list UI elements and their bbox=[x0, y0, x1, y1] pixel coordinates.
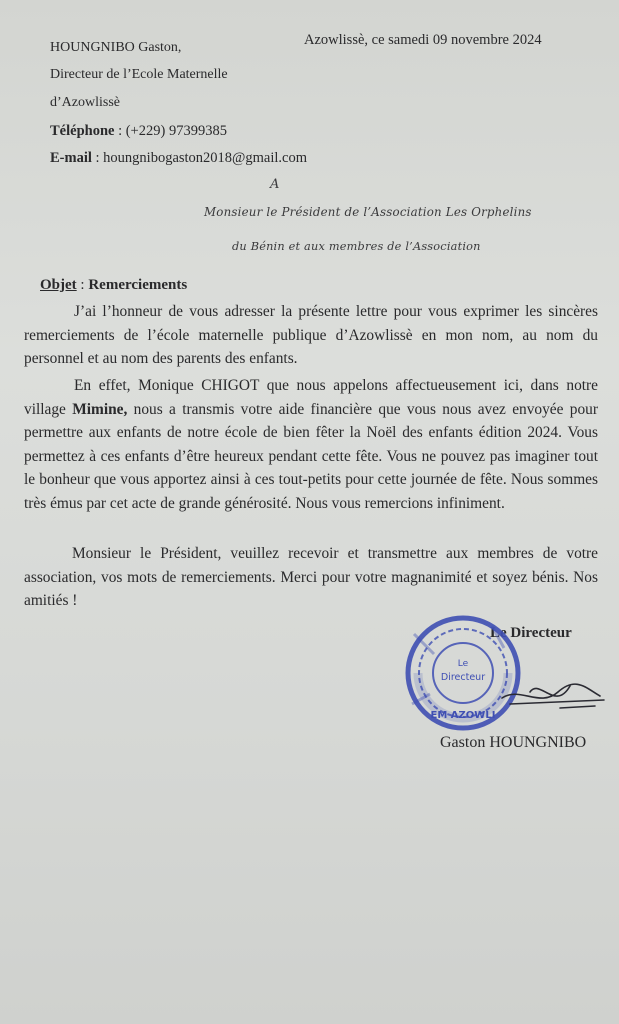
sender-name: HOUNGNIBO Gaston, bbox=[50, 40, 182, 55]
stamp-center-text: Le bbox=[457, 659, 469, 669]
paragraph-1 bbox=[24, 300, 598, 371]
subject-line bbox=[40, 277, 187, 294]
paragraph-2-text-b: nous a transmis votre aide financière que vous nous avez envoyée pour permettre aux enfants de notre école de bien fêter la Noël des enfants édition 2024. Vous permettez à ces enfants d’être heureux pendant cette fête. Vous ne pouvez pas imaginer tout le bonheur que vous apportez ainsi à ces tout-petits pour cette journée de fête. Nous sommes très émus par cet acte de grande générosité. Nous vous remercions infiniment. bbox=[24, 400, 598, 512]
recipient-to: A bbox=[270, 177, 280, 192]
paragraph-2 bbox=[24, 374, 598, 515]
signatory-name: Gaston HOUNGNIBO bbox=[440, 734, 587, 751]
place-date: Azowlissè, ce samedi 09 novembre 2024 bbox=[304, 32, 542, 48]
signature-role: Le Directeur bbox=[490, 625, 572, 641]
subject-label: Objet bbox=[40, 277, 77, 293]
handwritten-signature bbox=[500, 668, 610, 718]
subject-value: Remerciements bbox=[88, 277, 188, 293]
recipient-line2: du Bénin et aux membres de l’Association bbox=[232, 240, 481, 253]
phone-label: Téléphone bbox=[50, 123, 115, 139]
sender-title-line1: Directeur de l’Ecole Maternelle bbox=[50, 67, 228, 82]
paragraph-3-text: Monsieur le Président, veuillez recevoir et transmettre aux membres de votre association, vos mots de remerciements. Merci pour votre magnanimité et soyez bénis. Nos amitiés ! bbox=[24, 545, 598, 609]
email-line bbox=[50, 150, 307, 167]
village-name: Mimine, bbox=[72, 400, 128, 418]
email-label: E-mail bbox=[50, 150, 92, 166]
subject-separator: : bbox=[76, 277, 89, 293]
stamp-center-text-2: Directeur bbox=[440, 672, 486, 683]
phone-line bbox=[50, 123, 227, 140]
phone-value: : (+229) 97399385 bbox=[114, 123, 227, 139]
paragraph-3 bbox=[24, 542, 598, 613]
email-value: : houngnibogaston2018@gmail.com bbox=[91, 150, 308, 166]
sender-title-line2: d’Azowlissè bbox=[50, 95, 120, 110]
stamp-bottom-text: EM AZOWLI bbox=[430, 710, 496, 721]
paragraph-2-text-a: En effet, Monique CHIGOT que nous appelons affectueusement ici, dans notre village bbox=[24, 377, 598, 418]
paragraph-1-text: J’ai l’honneur de vous adresser la présente lettre pour vous exprimer les sincères remerciements de l’école maternelle publique d’Azowlissè en mon nom, au nom du personnel et au nom des parents des enfants. bbox=[24, 303, 598, 367]
recipient-line1: Monsieur le Président de l’Association Les Orphelins bbox=[204, 205, 532, 219]
